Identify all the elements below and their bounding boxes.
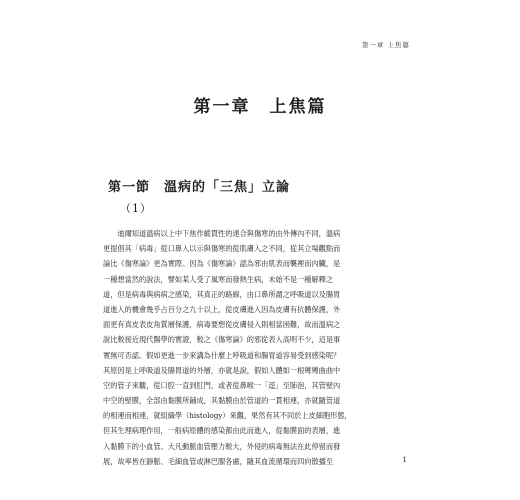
body-line: 道進入的機會幾乎占百分之九十以上，從皮膚進入因為皮膚有抗體保護，外	[103, 304, 341, 314]
body-line: 但其生理病理作用，一般病原體的感染都由此而進入，從黏膜面的表層，進	[103, 426, 341, 436]
chapter-title: 第一章 上焦篇	[193, 97, 327, 117]
body-line: 迪爾知道溫病以上中下焦作縱貫性的達合與傷寒的由外傳內不同，溫病	[103, 229, 341, 238]
body-line: 更提倡其「病毒」從口鼻入以示與傷寒的從肌膚入之不同，從其立場觀點而	[103, 244, 341, 254]
body-line: 展，故率皆在靜脈、毛細血管或淋巴腺各處，隨其血流循環而四向散播至	[103, 456, 334, 466]
body-line: 其原因是上呼吸道及腸胃道的外層，亦就是說，假如人體如一根彎彎曲曲中	[103, 365, 341, 375]
body-line: 道，但是病毒與病病之感染，其真正的路線，由口鼻所謂之呼吸道以及腸胃	[103, 289, 341, 299]
body-line: 面更有真皮表皮角質層保護，病毒要想從皮膚侵入則相當困難，故而溫病之	[103, 320, 341, 330]
body-line: 實無可否認。假如更進一步來講為什麼上呼吸道和腸胃道容易受到感染呢？	[103, 350, 341, 360]
body-line: 論比《傷寒論》更為實際。因為《傷寒論》認為邪由肌表而襲裡而內臟，是	[103, 259, 341, 269]
body-paragraph	[103, 226, 405, 469]
running-head: 第一章 上焦篇	[361, 41, 410, 49]
page-number: 1	[402, 456, 407, 464]
body-line: 中空的壁膜，全部由黏膜所鋪成，其黏膜由於管道的一貫相連，亦就隨管道	[103, 396, 341, 406]
body-line: 說比較接近現代醫學的實證，較之《傷寒論》的邪從表入高明不少，這是事	[103, 335, 341, 345]
body-line: 的相連而相連，就組織學（histology）來觀，果然有其不同於上皮細胞形態，	[103, 411, 352, 421]
subsection-label: （1）	[120, 202, 152, 215]
body-line: 入黏膜下的小血管。大凡動脈血管壓力較大，外侵的病毒無法在此停留而發	[103, 441, 341, 451]
section-title: 第一節 溫病的「三焦」立論	[108, 180, 291, 195]
body-line: 一種想當然的說法，譬如某人受了風寒而發熱生病，未始不是一種解釋之	[103, 274, 334, 284]
body-line: 空的管子來觀，從口腔一直到肛門，或者從鼻喉一「逕」至肺泡，其管壁內	[103, 380, 341, 390]
